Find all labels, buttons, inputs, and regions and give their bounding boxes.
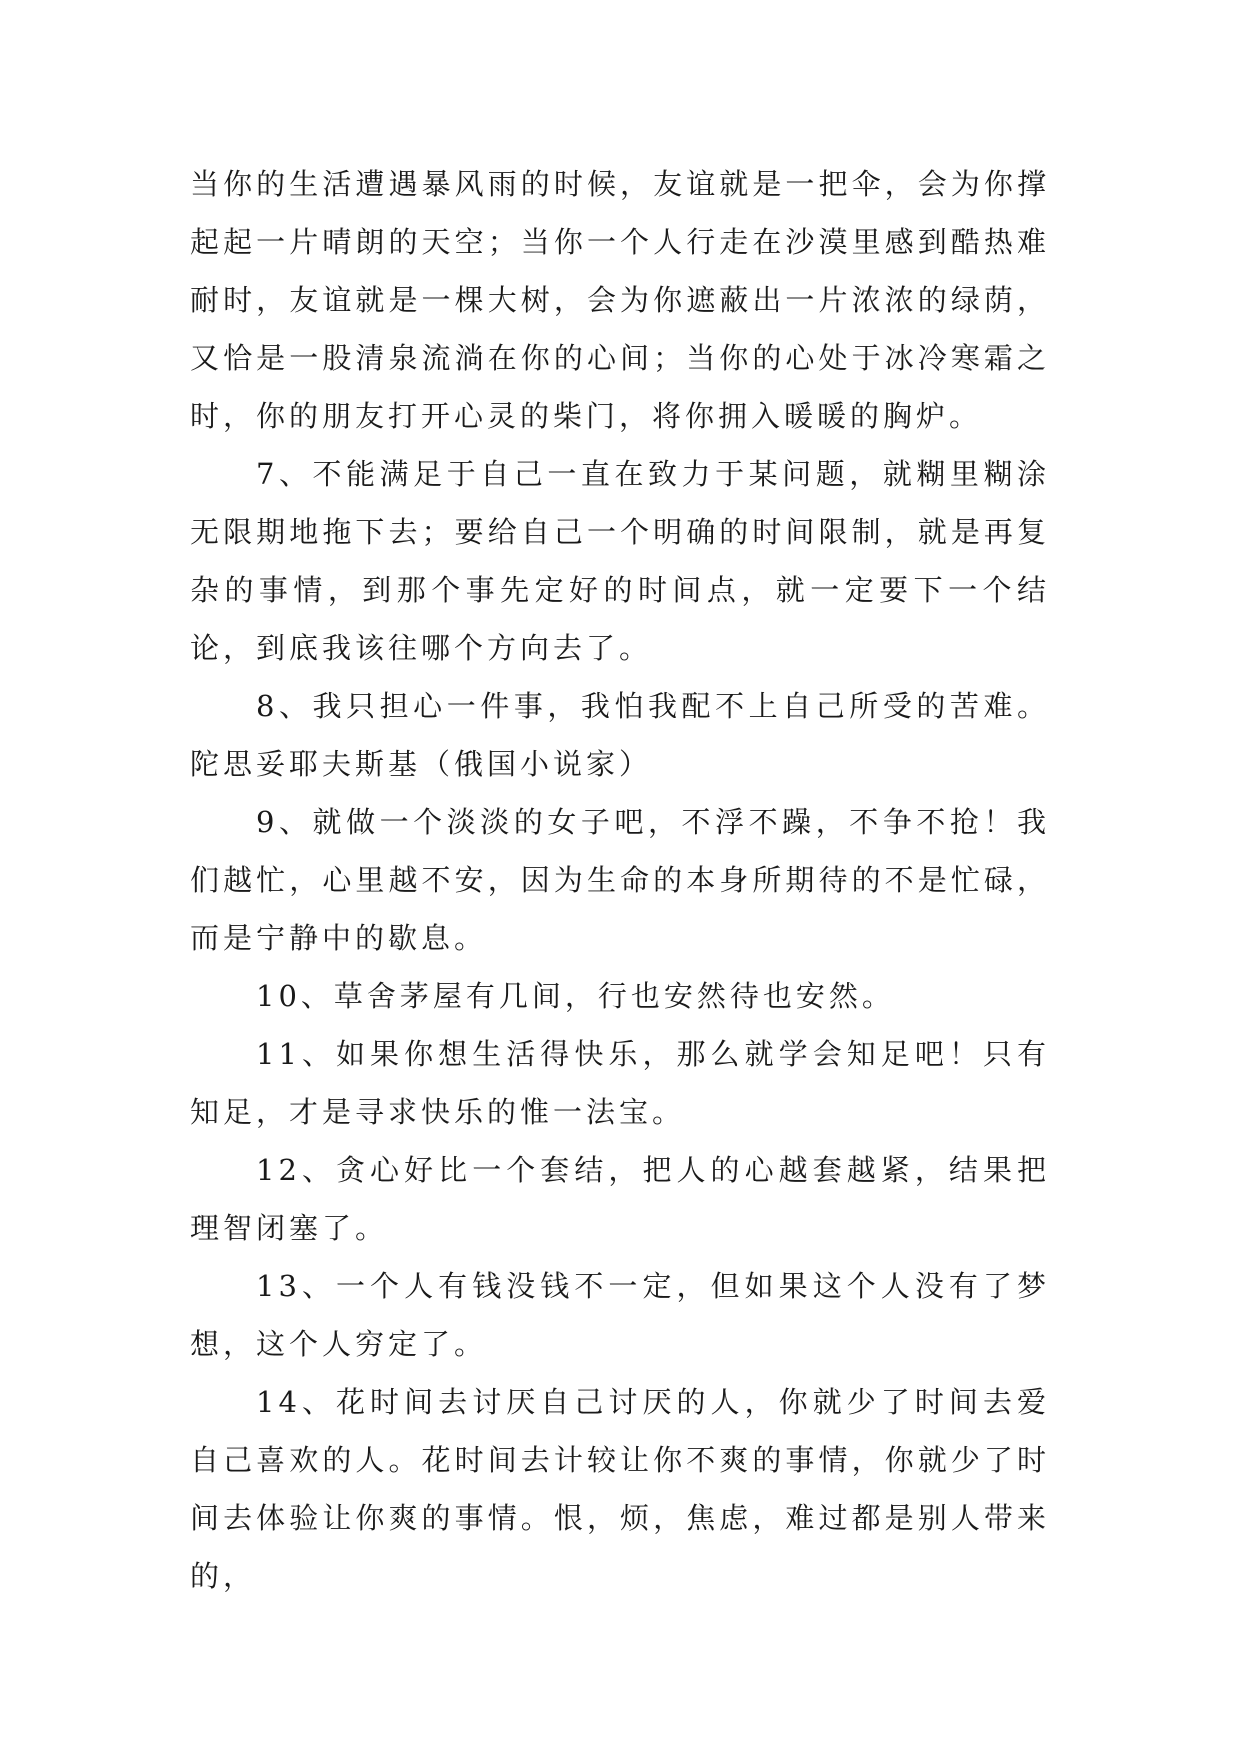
paragraph-item-14: 14、花时间去讨厌自己讨厌的人，你就少了时间去爱自己喜欢的人。花时间去计较让你不爽的事情，你就少了时间去体验让你爽的事情。恨，烦，焦虑，难过都是别人带来的， [190,1385,1050,1593]
paragraph-item-11: 11、如果你想生活得快乐，那么就学会知足吧！只有知足，才是寻求快乐的惟一法宝。 [190,1037,1050,1129]
paragraph-item-9: 9、就做一个淡淡的女子吧，不浮不躁，不争不抢！我们越忙，心里越不安，因为生命的本身所期待的不是忙碌，而是宁静中的歇息。 [190,805,1050,955]
document-body [190,155,1050,1605]
paragraph-item-12: 12、贪心好比一个套结，把人的心越套越紧，结果把理智闭塞了。 [190,1153,1050,1245]
paragraph-item-13: 13、一个人有钱没钱不一定，但如果这个人没有了梦想，这个人穷定了。 [190,1269,1050,1361]
paragraph-item-7: 7、不能满足于自己一直在致力于某问题，就糊里糊涂无限期地拖下去；要给自己一个明确的时间限制，就是再复杂的事情，到那个事先定好的时间点，就一定要下一个结论，到底我该往哪个方向去了。 [190,457,1050,665]
paragraph-item-8: 8、我只担心一件事，我怕我配不上自己所受的苦难。陀思妥耶夫斯基（俄国小说家） [190,689,1050,781]
paragraph-item-10: 10、草舍茅屋有几间，行也安然待也安然。 [256,979,895,1013]
paragraph-friendship: 当你的生活遭遇暴风雨的时候，友谊就是一把伞，会为你撑起起一片晴朗的天空；当你一个人行走在沙漠里感到酷热难耐时，友谊就是一棵大树，会为你遮蔽出一片浓浓的绿荫，又恰是一股清泉流淌在你的心间；当你的心处于冰冷寒霜之时，你的朋友打开心灵的柴门，将你拥入暖暖的胸炉。 [190,167,1050,433]
